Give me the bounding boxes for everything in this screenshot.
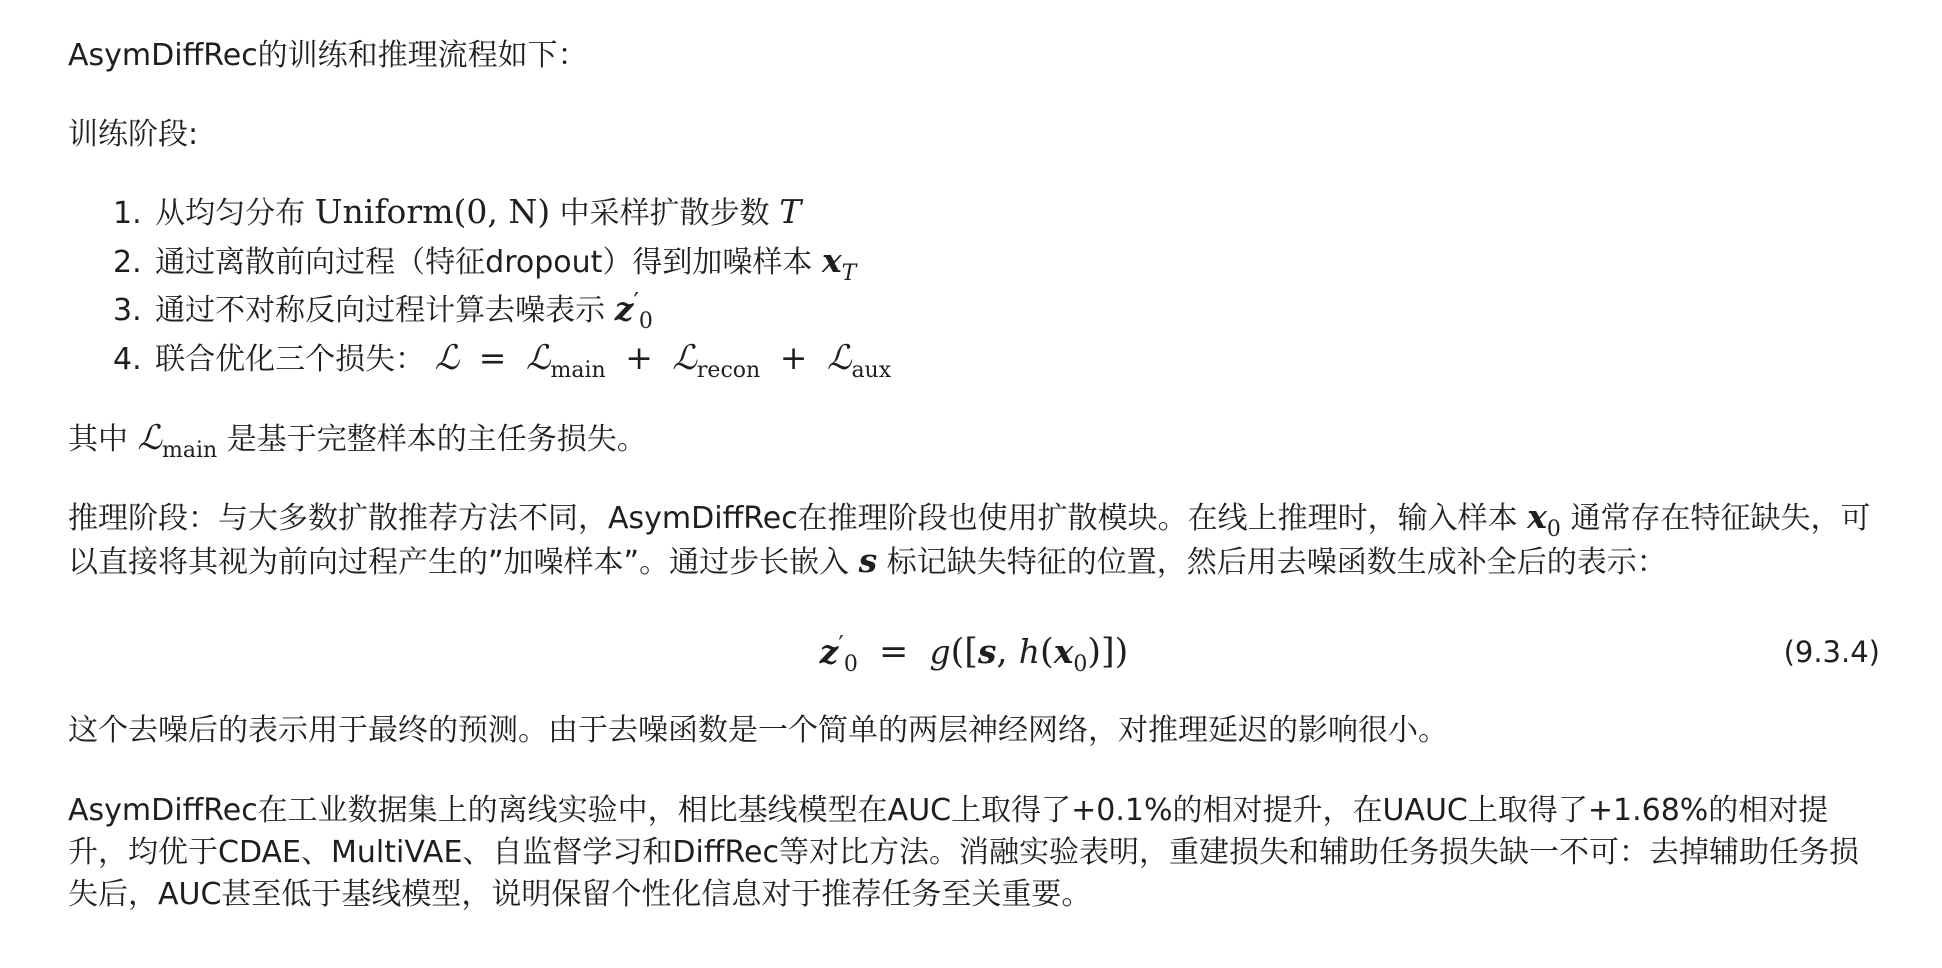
math-loss-symbol: ℒ <box>434 338 460 378</box>
math-loss-symbol: ℒ <box>672 338 697 378</box>
math-prime: ′ <box>633 288 639 316</box>
math-x: x <box>1053 632 1074 671</box>
list-number: 1. <box>113 196 142 231</box>
math-loss-symbol: ℒ <box>826 338 852 378</box>
text: 标记缺失特征的位置，然后用去噪函数生成补全后的表示： <box>886 545 1667 580</box>
text: 其中 <box>68 422 128 457</box>
math-x: x <box>821 241 842 280</box>
math-loss-symbol: ℒ <box>137 418 163 458</box>
equation-number: (9.3.4) <box>1783 635 1880 669</box>
step-text: 中采样扩散步数 <box>559 196 770 231</box>
text: 通常存在特征缺失，可以直接将其视为前向过程产生的”加噪样本”。通过步长嵌入 <box>68 501 1871 580</box>
math-uniform: Uniform(0, N) <box>314 192 551 231</box>
math-prime: ′ <box>838 631 844 659</box>
math-plus: + <box>625 338 653 377</box>
math-subscript: main <box>162 438 218 463</box>
text: 是基于完整样本的主任务损失。 <box>226 422 647 457</box>
equation-row <box>68 624 1880 680</box>
math-loss-symbol: ℒ <box>525 338 551 378</box>
list-item <box>113 241 857 286</box>
math-subscript: 0 <box>638 309 653 334</box>
step-text: 通过不对称反向过程计算去噪表示 <box>155 293 606 328</box>
list-item <box>113 288 653 334</box>
inference-paragraph <box>68 496 1880 584</box>
math-subscript: T <box>841 261 857 286</box>
results-paragraph: AsymDiffRec在工业数据集上的离线实验中，相比基线模型在AUC上取得了+0.1%的相对提升，在UAUC上取得了+1.68%的相对提升，均优于CDAE、MultiVAE、自监督学习和DiffRec等对比方法。消融实验表明，重建损失和辅助任务损失缺一不可：去掉辅助任务损失后，AUC甚至低于基线模型，说明保留个性化信息对于推荐任务至关重要。 <box>68 793 1859 912</box>
math-s: s <box>977 632 997 671</box>
math-x: x <box>1527 497 1547 536</box>
step-text: 通过离散前向过程（特征dropout）得到加噪样本 <box>155 245 813 280</box>
step-text: 联合优化三个损失： <box>155 342 426 377</box>
math-comma: , <box>996 632 1008 672</box>
math-subscript: main <box>550 358 606 383</box>
math-subscript: recon <box>696 358 761 383</box>
math-var-t: T <box>779 192 802 231</box>
list-number: 4. <box>113 342 142 377</box>
math-equals: = <box>878 632 909 672</box>
display-equation <box>68 624 1880 680</box>
math-bracket: )]) <box>1087 632 1129 672</box>
text: 推理阶段：与大多数扩散推荐方法不同，AsymDiffRec在推理阶段也使用扩散模块。在线上推理时，输入样本 <box>68 501 1518 536</box>
list-number: 2. <box>113 245 142 280</box>
intro-paragraph: AsymDiffRec的训练和推理流程如下： <box>68 38 588 73</box>
math-z: z <box>614 289 634 328</box>
math-h: h <box>1018 632 1041 671</box>
list-item <box>113 338 892 383</box>
step-text: 从均匀分布 <box>155 196 306 231</box>
math-z: z <box>819 632 839 671</box>
math-g: g <box>929 632 951 671</box>
list-number: 3. <box>113 293 142 328</box>
list-item <box>113 192 801 234</box>
math-subscript: 0 <box>843 652 858 677</box>
math-bracket: ([ <box>950 632 978 672</box>
math-equals: = <box>478 338 507 377</box>
math-subscript: 0 <box>1073 652 1088 677</box>
math-subscript: aux <box>851 358 892 383</box>
after-equation-paragraph: 这个去噪后的表示用于最终的预测。由于去噪函数是一个简单的两层神经网络，对推理延迟的影响很小。 <box>68 713 1448 748</box>
math-paren: ( <box>1040 632 1054 672</box>
math-plus: + <box>779 338 808 377</box>
training-heading: 训练阶段: <box>68 117 199 152</box>
main-loss-paragraph <box>68 418 647 463</box>
math-s: s <box>858 541 878 580</box>
math-subscript: 0 <box>1546 517 1561 542</box>
